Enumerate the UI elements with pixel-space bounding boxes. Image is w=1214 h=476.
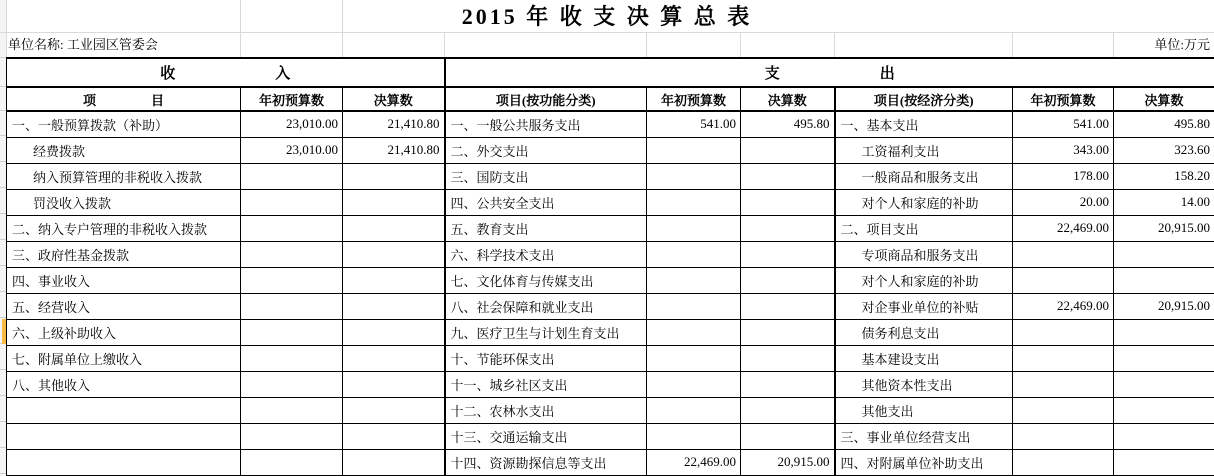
function-item-cell[interactable]: 二、外交支出 [445, 137, 647, 163]
income-final-cell[interactable] [343, 371, 445, 397]
income-item-cell[interactable] [7, 449, 241, 475]
table-row [7, 267, 1214, 293]
economic-item-cell[interactable]: 一、基本支出 [835, 111, 1013, 137]
function-item-cell[interactable]: 九、医疗卫生与计划生育支出 [445, 319, 647, 345]
column-header-row [7, 87, 1214, 111]
function-final-cell[interactable] [741, 267, 835, 293]
income-budget-cell[interactable] [241, 449, 343, 475]
economic-item-cell[interactable]: 对个人和家庭的补助 [835, 189, 1013, 215]
economic-item-cell[interactable]: 债务利息支出 [835, 319, 1013, 345]
income-item-cell[interactable]: 五、经营收入 [7, 293, 241, 319]
function-item-cell[interactable]: 七、文化体育与传媒支出 [445, 267, 647, 293]
function-item-cell[interactable]: 一、一般公共服务支出 [445, 111, 647, 137]
economic-budget-cell[interactable] [1013, 345, 1114, 371]
income-item-header[interactable] [7, 87, 241, 111]
economic-final-cell[interactable]: 14.00 [1114, 189, 1214, 215]
table-row [7, 189, 1214, 215]
income-budget-cell[interactable] [241, 163, 343, 189]
economic-budget-header[interactable]: 年初预算数 [1013, 87, 1114, 111]
income-budget-header[interactable]: 年初预算数 [241, 87, 343, 111]
economic-final-cell[interactable] [1114, 449, 1214, 475]
economic-item-cell[interactable]: 二、项目支出 [835, 215, 1013, 241]
economic-budget-cell[interactable] [1013, 371, 1114, 397]
function-final-cell[interactable] [741, 423, 835, 449]
income-budget-cell[interactable] [241, 423, 343, 449]
economic-final-cell[interactable]: 495.80 [1114, 111, 1214, 137]
function-item-cell[interactable]: 十一、城乡社区支出 [445, 371, 647, 397]
table-row [7, 241, 1214, 267]
economic-final-cell[interactable]: 323.60 [1114, 137, 1214, 163]
income-final-cell[interactable] [343, 319, 445, 345]
header-gap [780, 74, 880, 75]
table-row [7, 423, 1214, 449]
economic-item-cell[interactable]: 其他资本性支出 [835, 371, 1013, 397]
income-final-cell[interactable] [343, 267, 445, 293]
income-final-cell[interactable]: 21,410.80 [343, 111, 445, 137]
income-final-cell[interactable] [343, 449, 445, 475]
income-item-cell[interactable]: 一、一般预算拨款（补助） [7, 111, 241, 137]
function-item-cell[interactable]: 六、科学技术支出 [445, 241, 647, 267]
function-item-cell[interactable]: 十二、农林水支出 [445, 397, 647, 423]
function-final-cell[interactable] [741, 189, 835, 215]
income-final-header[interactable]: 决算数 [343, 87, 445, 111]
function-budget-cell[interactable] [647, 397, 741, 423]
economic-budget-cell[interactable]: 343.00 [1013, 137, 1114, 163]
table-row [7, 215, 1214, 241]
function-budget-cell[interactable]: 541.00 [647, 111, 741, 137]
table-row [7, 449, 1214, 475]
economic-budget-cell[interactable] [1013, 397, 1114, 423]
function-final-cell[interactable] [741, 163, 835, 189]
function-budget-cell[interactable] [647, 163, 741, 189]
economic-budget-cell[interactable]: 541.00 [1013, 111, 1114, 137]
economic-item-cell[interactable]: 对企事业单位的补贴 [835, 293, 1013, 319]
income-budget-cell[interactable]: 23,010.00 [241, 111, 343, 137]
income-item-cell[interactable]: 纳入预算管理的非税收入拨款 [7, 163, 241, 189]
function-budget-cell[interactable] [647, 137, 741, 163]
income-budget-cell[interactable]: 23,010.00 [241, 137, 343, 163]
income-item-cell[interactable]: 二、纳入专户管理的非税收入拨款 [7, 215, 241, 241]
function-final-cell[interactable] [741, 215, 835, 241]
function-final-cell[interactable]: 20,915.00 [741, 449, 835, 475]
economic-item-cell[interactable]: 专项商品和服务支出 [835, 241, 1013, 267]
income-final-cell[interactable] [343, 215, 445, 241]
income-final-cell[interactable] [343, 293, 445, 319]
income-budget-cell[interactable] [241, 267, 343, 293]
economic-budget-cell[interactable]: 178.00 [1013, 163, 1114, 189]
economic-budget-cell[interactable] [1013, 241, 1114, 267]
function-final-cell[interactable] [741, 137, 835, 163]
expenditure-section-header[interactable] [445, 58, 1214, 87]
income-final-cell[interactable] [343, 345, 445, 371]
income-item-cell[interactable]: 六、上级补助收入 [7, 319, 241, 345]
table-row [7, 345, 1214, 371]
function-final-header[interactable]: 决算数 [741, 87, 835, 111]
income-item-cell[interactable]: 八、其他收入 [7, 371, 241, 397]
economic-final-header[interactable]: 决算数 [1114, 87, 1214, 111]
function-final-cell[interactable] [741, 345, 835, 371]
economic-final-cell[interactable] [1114, 371, 1214, 397]
economic-final-cell[interactable] [1114, 267, 1214, 293]
unit-row [0, 32, 1214, 57]
economic-final-cell[interactable]: 158.20 [1114, 163, 1214, 189]
table-row [7, 319, 1214, 345]
function-budget-cell[interactable] [647, 267, 741, 293]
table-body [7, 111, 1214, 475]
economic-item-header[interactable]: 项目(按经济分类) [835, 87, 1013, 111]
economic-final-cell[interactable] [1114, 397, 1214, 423]
income-section-header[interactable] [7, 58, 445, 87]
function-budget-cell[interactable]: 22,469.00 [647, 449, 741, 475]
income-item-header-char: 目 [151, 92, 165, 108]
function-item-cell[interactable]: 十四、资源勘探信息等支出 [445, 449, 647, 475]
function-budget-cell[interactable] [647, 371, 741, 397]
economic-final-cell[interactable] [1114, 319, 1214, 345]
function-budget-cell[interactable] [647, 215, 741, 241]
function-budget-header[interactable]: 年初预算数 [647, 87, 741, 111]
final-accounts-table [6, 57, 1214, 476]
income-final-cell[interactable] [343, 397, 445, 423]
income-item-cell[interactable]: 经费拨款 [7, 137, 241, 163]
function-final-cell[interactable] [741, 371, 835, 397]
income-budget-cell[interactable] [241, 397, 343, 423]
economic-final-cell[interactable]: 20,915.00 [1114, 293, 1214, 319]
table-row [7, 371, 1214, 397]
function-budget-cell[interactable] [647, 241, 741, 267]
function-budget-cell[interactable] [647, 423, 741, 449]
function-item-cell[interactable]: 三、国防支出 [445, 163, 647, 189]
income-budget-cell[interactable] [241, 293, 343, 319]
function-item-header[interactable]: 项目(按功能分类) [445, 87, 647, 111]
economic-final-cell[interactable] [1114, 423, 1214, 449]
income-final-cell[interactable] [343, 423, 445, 449]
economic-budget-cell[interactable] [1013, 449, 1114, 475]
function-final-cell[interactable] [741, 319, 835, 345]
income-final-cell[interactable] [343, 241, 445, 267]
economic-item-cell[interactable]: 基本建设支出 [835, 345, 1013, 371]
unit-name-label: 单位名称: 工业园区管委会 [8, 37, 158, 52]
table-row [7, 163, 1214, 189]
function-item-cell[interactable]: 十、节能环保支出 [445, 345, 647, 371]
header-gap [175, 74, 275, 75]
economic-final-cell[interactable] [1114, 241, 1214, 267]
economic-final-cell[interactable]: 20,915.00 [1114, 215, 1214, 241]
table-row [7, 111, 1214, 137]
function-item-cell[interactable]: 五、教育支出 [445, 215, 647, 241]
income-item-cell[interactable]: 三、政府性基金拨款 [7, 241, 241, 267]
page-title: 2015 年 收 支 决 算 总 表 [461, 4, 753, 29]
function-item-cell[interactable]: 八、社会保障和就业支出 [445, 293, 647, 319]
expenditure-header-char: 支 [764, 66, 780, 82]
function-final-cell[interactable] [741, 241, 835, 267]
table-row [7, 397, 1214, 423]
income-item-cell[interactable] [7, 423, 241, 449]
table-row [7, 137, 1214, 163]
economic-budget-cell[interactable] [1013, 267, 1114, 293]
economic-item-cell[interactable]: 四、对附属单位补助支出 [835, 449, 1013, 475]
economic-budget-cell[interactable]: 20.00 [1013, 189, 1114, 215]
function-final-cell[interactable] [741, 397, 835, 423]
income-final-cell[interactable] [343, 163, 445, 189]
income-budget-cell[interactable] [241, 189, 343, 215]
income-final-cell[interactable]: 21,410.80 [343, 137, 445, 163]
function-budget-cell[interactable] [647, 345, 741, 371]
economic-item-cell[interactable]: 其他支出 [835, 397, 1013, 423]
function-final-cell[interactable] [741, 293, 835, 319]
income-item-cell[interactable] [7, 397, 241, 423]
economic-item-cell[interactable]: 工资福利支出 [835, 137, 1013, 163]
income-item-cell[interactable]: 罚没收入拨款 [7, 189, 241, 215]
income-header-char: 入 [275, 66, 291, 82]
function-item-cell[interactable]: 四、公共安全支出 [445, 189, 647, 215]
function-final-cell[interactable]: 495.80 [741, 111, 835, 137]
income-budget-cell[interactable] [241, 371, 343, 397]
economic-budget-cell[interactable] [1013, 319, 1114, 345]
income-item-cell[interactable]: 七、附属单位上缴收入 [7, 345, 241, 371]
function-item-cell[interactable]: 十三、交通运输支出 [445, 423, 647, 449]
economic-item-cell[interactable]: 三、事业单位经营支出 [835, 423, 1013, 449]
income-budget-cell[interactable] [241, 319, 343, 345]
income-item-cell[interactable]: 四、事业收入 [7, 267, 241, 293]
income-header-char: 收 [160, 66, 176, 82]
section-header-row [7, 58, 1214, 87]
unit-of-measure-label: 单位:万元 [1154, 37, 1210, 52]
economic-item-cell[interactable]: 对个人和家庭的补助 [835, 267, 1013, 293]
income-budget-cell[interactable] [241, 345, 343, 371]
economic-budget-cell[interactable]: 22,469.00 [1013, 215, 1114, 241]
economic-item-cell[interactable]: 一般商品和服务支出 [835, 163, 1013, 189]
income-budget-cell[interactable] [241, 241, 343, 267]
income-final-cell[interactable] [343, 189, 445, 215]
function-budget-cell[interactable] [647, 319, 741, 345]
income-budget-cell[interactable] [241, 215, 343, 241]
expenditure-header-char: 出 [879, 66, 895, 82]
economic-final-cell[interactable] [1114, 345, 1214, 371]
table-row [7, 293, 1214, 319]
header-gap [96, 101, 151, 102]
economic-budget-cell[interactable] [1013, 423, 1114, 449]
function-budget-cell[interactable] [647, 189, 741, 215]
function-budget-cell[interactable] [647, 293, 741, 319]
economic-budget-cell[interactable]: 22,469.00 [1013, 293, 1114, 319]
income-item-header-char: 项 [82, 92, 96, 108]
